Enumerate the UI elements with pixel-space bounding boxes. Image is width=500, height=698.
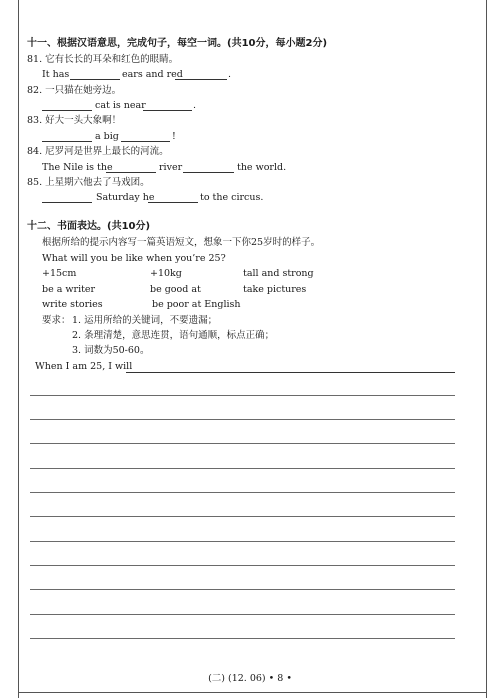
q84-text-b: river — [159, 162, 183, 173]
q82-text-b: cat is near — [95, 100, 146, 111]
hint-word: write stories — [42, 299, 103, 310]
page-footer: (二) (12. 06) • 8 • — [208, 673, 292, 684]
hint-word: take pictures — [243, 284, 307, 295]
q85-chinese: 85. 上星期六他去了马戏团。 — [27, 177, 150, 188]
q82-chinese: 82. 一只猫在她旁边。 — [27, 85, 122, 96]
q84-text-c: the world. — [237, 162, 287, 173]
q85-blank-2[interactable] — [148, 202, 198, 203]
writing-line-first[interactable] — [126, 372, 455, 373]
q81-blank-1[interactable] — [70, 79, 120, 80]
hint-word: +10kg — [150, 268, 182, 279]
q83-text-c: ! — [172, 131, 176, 142]
requirement-item: 3. 词数为50-60。 — [72, 345, 150, 356]
writing-line[interactable] — [30, 541, 455, 542]
requirements-label: 要求： — [42, 315, 71, 326]
q81-text-c: . — [228, 69, 232, 80]
writing-instruction: 根据所给的提示内容写一篇英语短文，想象一下你25岁时的样子。 — [42, 237, 321, 248]
section-12-heading: 十二、书面表达。(共10分) — [27, 221, 151, 232]
hint-word: +15cm — [42, 268, 77, 279]
writing-line[interactable] — [30, 468, 455, 469]
section-11-heading: 十一、根据汉语意思，完成句子，每空一词。(共10分，每小题2分) — [27, 38, 328, 49]
q81-text-b: ears and red — [122, 69, 183, 80]
writing-line[interactable] — [30, 443, 455, 444]
q81-blank-2[interactable] — [175, 79, 227, 80]
q84-blank-2[interactable] — [183, 172, 234, 173]
essay-starter: When I am 25, I will — [35, 361, 133, 372]
writing-line[interactable] — [30, 565, 455, 566]
q85-text-b: Saturday he — [96, 192, 155, 203]
writing-line[interactable] — [30, 638, 455, 639]
q84-blank-1[interactable] — [106, 172, 156, 173]
page-border-right — [486, 0, 487, 698]
q83-text-b: a big — [95, 131, 119, 142]
page-border-left — [18, 0, 19, 698]
hint-word: be poor at English — [152, 299, 241, 310]
q83-blank-1[interactable] — [42, 141, 92, 142]
hint-word: be good at — [150, 284, 201, 295]
requirement-item: 1. 运用所给的关键词，不要遗漏； — [72, 315, 218, 326]
q83-chinese: 83. 好大一头大象啊！ — [27, 115, 122, 126]
q84-text-a: The Nile is the — [42, 162, 113, 173]
writing-line[interactable] — [30, 589, 455, 590]
q81-text-a: It has — [42, 69, 70, 80]
page-border-bottom — [18, 692, 487, 693]
hint-word: be a writer — [42, 284, 96, 295]
q83-blank-2[interactable] — [121, 141, 170, 142]
writing-line[interactable] — [30, 419, 455, 420]
q82-blank-2[interactable] — [143, 110, 192, 111]
requirement-item: 2. 条理清楚，意思连贯，语句通顺，标点正确； — [72, 330, 275, 341]
q85-blank-1[interactable] — [42, 202, 92, 203]
q82-text-c: . — [193, 100, 197, 111]
writing-line[interactable] — [30, 492, 455, 493]
q82-blank-1[interactable] — [42, 110, 92, 111]
hint-word: tall and strong — [243, 268, 314, 279]
writing-prompt: What will you be like when you’re 25? — [42, 253, 226, 264]
writing-line[interactable] — [30, 395, 455, 396]
q81-chinese: 81. 它有长长的耳朵和红色的眼睛。 — [27, 54, 179, 65]
q85-text-c: to the circus. — [200, 192, 264, 203]
q84-chinese: 84. 尼罗河是世界上最长的河流。 — [27, 146, 169, 157]
writing-line[interactable] — [30, 516, 455, 517]
writing-line[interactable] — [30, 614, 455, 615]
